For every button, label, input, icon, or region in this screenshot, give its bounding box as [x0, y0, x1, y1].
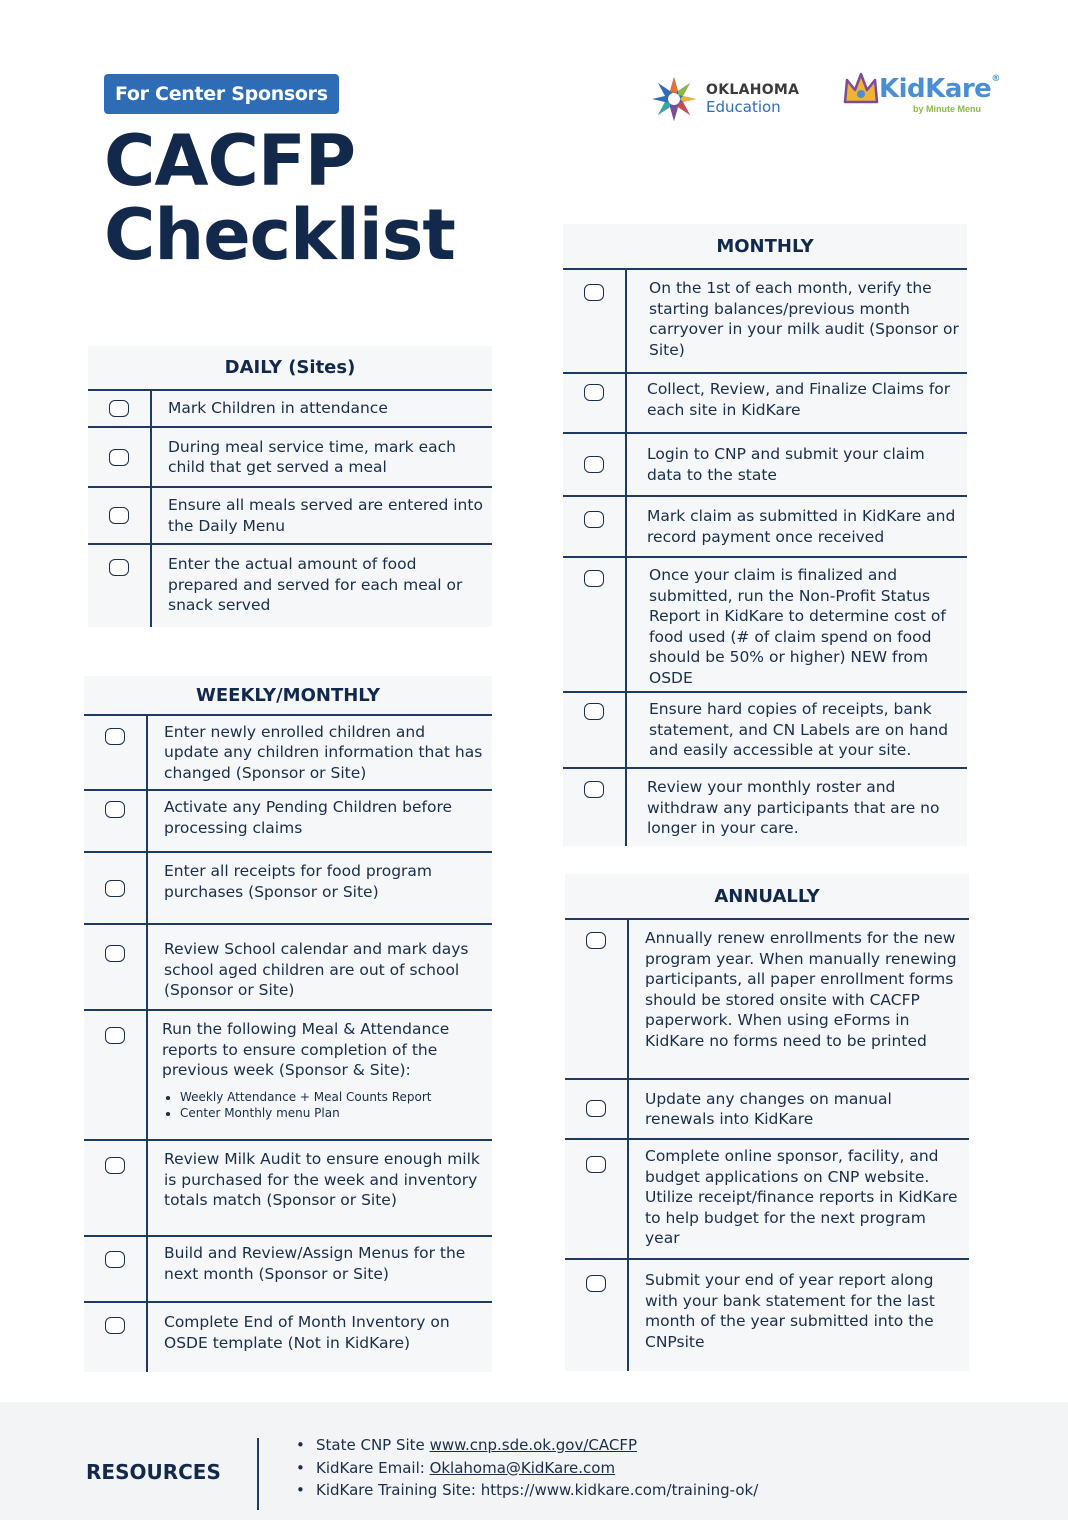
checklist-row	[563, 497, 967, 558]
checkbox[interactable]	[586, 932, 606, 949]
checklist-row	[88, 428, 492, 488]
checklist-row	[565, 920, 969, 1080]
task-text: Activate any Pending Children before processing claims	[164, 798, 453, 837]
annually-section	[565, 874, 969, 1371]
task-text: Collect, Review, and Finalize Claims for each site in KidKare	[647, 380, 951, 419]
checkbox[interactable]	[584, 456, 604, 473]
checklist-row	[563, 558, 967, 693]
checkbox[interactable]	[586, 1100, 606, 1117]
task-text: Once your claim is finalized and submitted, run the Non-Profit Status Report in KidKare to determine cost of food used (# of claim spend on food should be 50% or higher) NEW from OSDE	[649, 566, 946, 687]
checkbox[interactable]	[109, 507, 129, 524]
checkbox[interactable]	[105, 880, 125, 897]
checklist-row	[563, 270, 967, 374]
title-line-1: CACFP	[104, 120, 356, 202]
checkbox[interactable]	[584, 781, 604, 798]
monthly-heading: MONTHLY	[563, 224, 967, 270]
task-text: Login to CNP and submit your claim data to the state	[647, 445, 925, 484]
checklist-row	[565, 1260, 969, 1371]
resources-list	[296, 1434, 758, 1502]
weekly-monthly-heading: WEEKLY/MONTHLY	[84, 676, 492, 716]
checklist-row	[84, 791, 492, 853]
checkbox[interactable]	[584, 511, 604, 528]
page-title	[104, 120, 455, 276]
report-list-item: • Center Monthly menu Plan	[180, 1105, 484, 1121]
task-text: Ensure all meals served are entered into the Daily Menu	[168, 496, 483, 535]
annually-heading: ANNUALLY	[565, 874, 969, 920]
resources-footer	[0, 1402, 1068, 1520]
kidkare-logo	[843, 70, 1003, 120]
resources-heading: RESOURCES	[86, 1460, 221, 1484]
checklist-row	[563, 434, 967, 497]
report-list-item: • Weekly Attendance + Meal Counts Report	[180, 1089, 484, 1105]
checklist-row	[563, 374, 967, 434]
checkbox[interactable]	[109, 559, 129, 576]
checklist-row	[84, 1011, 492, 1141]
checklist-row	[84, 853, 492, 925]
task-text: During meal service time, mark each child that get served a meal	[168, 437, 456, 476]
task-main-text: Run the following Meal & Attendance reports to ensure completion of the previous week (Sponsor & Site):	[162, 1020, 450, 1079]
checklist-row	[84, 1303, 492, 1372]
task-text: Enter newly enrolled children and update any children information that has changed (Sponsor or Site)	[164, 722, 483, 782]
checklist-row	[563, 693, 967, 769]
checklist-row	[84, 1141, 492, 1237]
checkbox[interactable]	[105, 801, 125, 818]
oklahoma-logo-line-1: OKLAHOMA	[706, 82, 800, 98]
checkbox[interactable]	[105, 1317, 125, 1334]
checklist-row	[88, 545, 492, 627]
checkbox[interactable]	[584, 384, 604, 401]
checklist-row	[563, 769, 967, 846]
task-text: Submit your end of year report along with your bank statement for the last month of the year submitted into the CNPsite	[645, 1271, 935, 1351]
task-text: Enter the actual amount of food prepared and served for each meal or snack served	[168, 555, 463, 614]
task-text: Ensure hard copies of receipts, bank statement, and CN Labels are on hand and easily accessible at your site.	[649, 700, 949, 759]
task-text: Complete End of Month Inventory on OSDE template (Not in KidKare)	[164, 1313, 450, 1352]
checkbox[interactable]	[105, 1027, 125, 1044]
oklahoma-logo-line-2: Education	[706, 98, 781, 116]
kidkare-email-link[interactable]: Oklahoma@KidKare.com	[429, 1458, 616, 1477]
checkbox[interactable]	[105, 728, 125, 745]
cnp-site-link[interactable]: www.cnp.sde.ok.gov/CACFP	[429, 1436, 638, 1454]
checkbox[interactable]	[109, 400, 129, 417]
resources-divider	[257, 1438, 259, 1510]
checkbox[interactable]	[105, 945, 125, 962]
kidkare-tagline: by Minute Menu	[913, 104, 981, 114]
checklist-row	[84, 925, 492, 1011]
oklahoma-star-icon	[650, 75, 698, 123]
task-text: Mark claim as submitted in KidKare and record payment once received	[647, 507, 956, 546]
task-text: Build and Review/Assign Menus for the next month (Sponsor or Site)	[164, 1244, 466, 1283]
task-text: Complete online sponsor, facility, and budget applications on CNP website. Utilize receipt/finance reports in KidKare to help budget for the next program year	[645, 1147, 958, 1247]
checkbox[interactable]	[584, 703, 604, 720]
task-text: Enter all receipts for food program purchases (Sponsor or Site)	[164, 862, 433, 901]
sponsor-badge: For Center Sponsors	[104, 74, 339, 114]
checklist-row	[565, 1140, 969, 1260]
daily-heading: DAILY (Sites)	[88, 346, 492, 391]
checkbox[interactable]	[584, 570, 604, 587]
resource-item: • State CNP Site www.cnp.sde.ok.gov/CACFP	[296, 1434, 758, 1457]
oklahoma-education-logo	[650, 74, 800, 124]
checkbox[interactable]	[586, 1275, 606, 1292]
title-line-2: Checklist	[104, 194, 455, 276]
kidkare-crown-icon	[843, 72, 879, 106]
task-text: Update any changes on manual renewals into KidKare	[645, 1089, 892, 1128]
task-text: On the 1st of each month, verify the starting balances/previous month carryover in your milk audit (Sponsor or Site)	[649, 279, 959, 359]
kidkare-wordmark: KidKare®	[879, 74, 1000, 104]
task-text: Review Milk Audit to ensure enough milk is purchased for the week and inventory totals match (Sponsor or Site)	[164, 1150, 480, 1209]
task-text: Mark Children in attendance	[168, 399, 388, 418]
checkbox[interactable]	[586, 1156, 606, 1173]
checklist-row	[84, 716, 492, 791]
checklist-row	[84, 1237, 492, 1303]
daily-section	[88, 346, 492, 627]
checklist-row	[88, 488, 492, 545]
resource-item: • KidKare Email: Oklahoma@KidKare.com	[296, 1457, 758, 1480]
checkbox[interactable]	[105, 1251, 125, 1268]
checkbox[interactable]	[584, 284, 604, 301]
training-site-text[interactable]: KidKare Training Site: https://www.kidkare.com/training-ok/	[316, 1481, 759, 1499]
task-text: Annually renew enrollments for the new program year. When manually renewing participants, all paper enrollment forms should be stored onsite with CACFP paperwork. When using eForms in KidKare no forms need to be printed	[645, 929, 957, 1050]
checkbox[interactable]	[109, 449, 129, 466]
task-text	[148, 1011, 492, 1139]
task-text: Review your monthly roster and withdraw any participants that are no longer in your care.	[647, 778, 940, 837]
weekly-monthly-section	[84, 676, 492, 1372]
report-list	[180, 1089, 484, 1121]
monthly-section	[563, 224, 967, 846]
checklist-row	[565, 1080, 969, 1140]
checkbox[interactable]	[105, 1157, 125, 1174]
checklist-row	[88, 391, 492, 428]
task-text: Review School calendar and mark days school aged children are out of school (Sponsor or Site)	[164, 940, 469, 999]
resource-item	[296, 1479, 758, 1502]
